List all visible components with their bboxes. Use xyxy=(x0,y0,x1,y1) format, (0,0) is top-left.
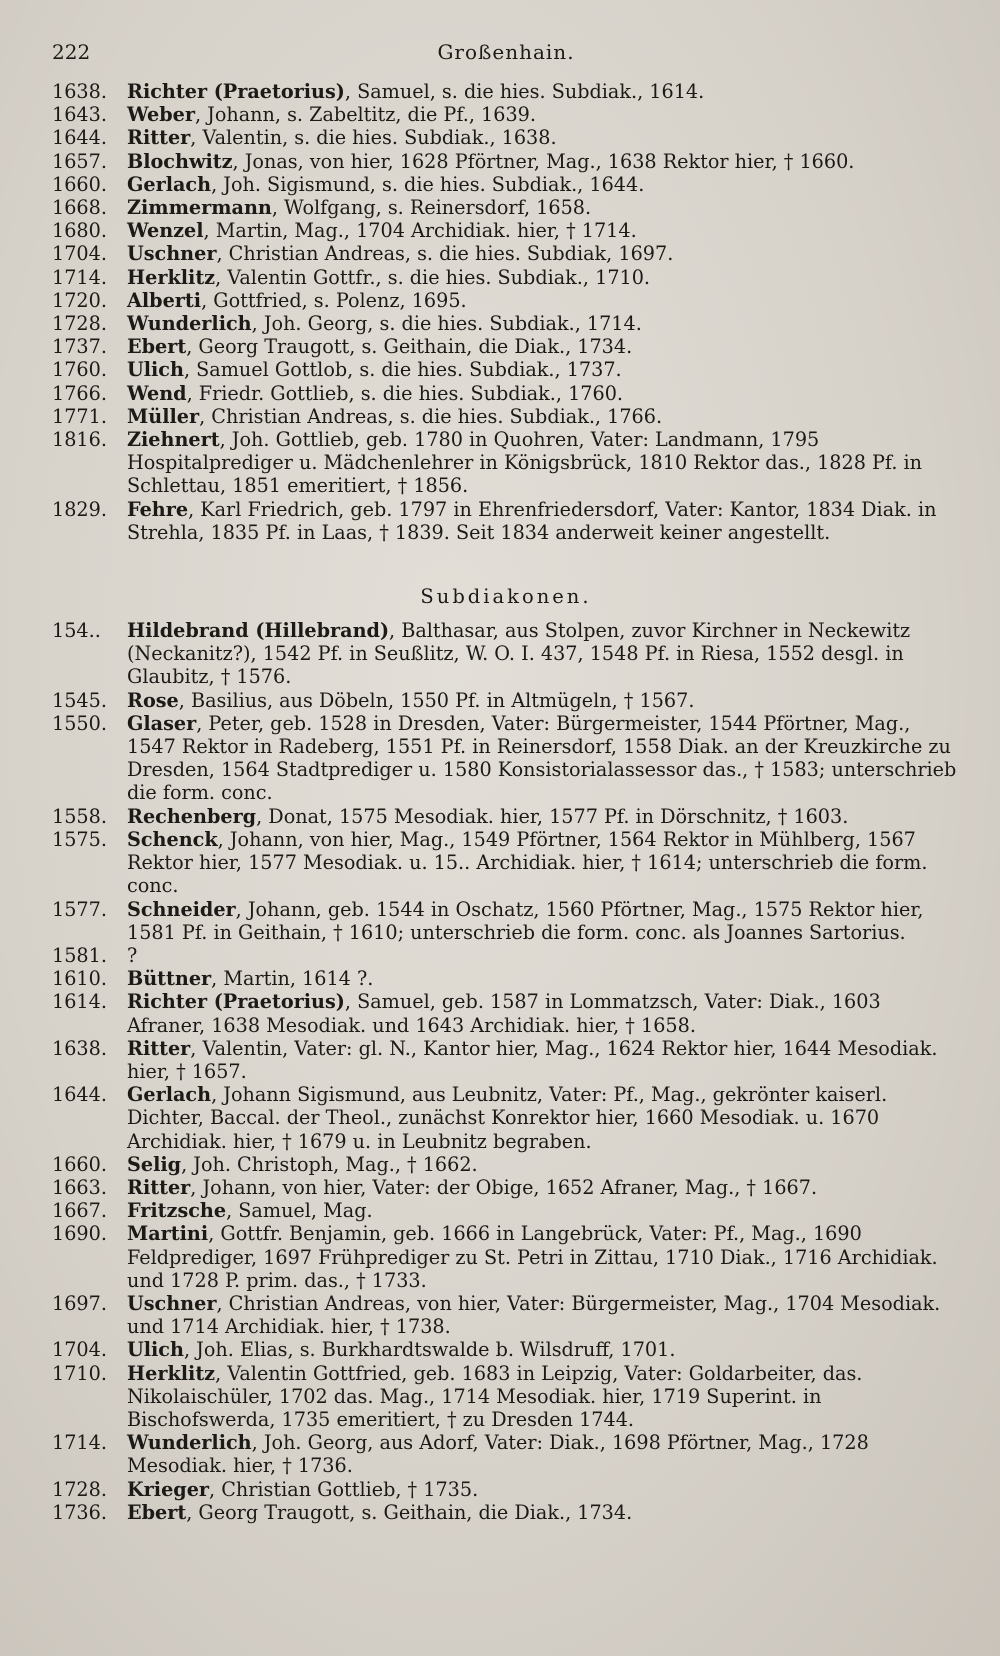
list-item xyxy=(52,1362,960,1432)
entry-name: Selig xyxy=(127,1152,182,1176)
entry-name: Ulich xyxy=(127,1338,184,1362)
entry-name: Hildebrand (Hillebrand) xyxy=(127,619,390,643)
entry-year: 1575. xyxy=(52,827,107,851)
list-item xyxy=(52,173,960,196)
entry-name: Uschner xyxy=(127,1291,217,1315)
entry-name: Müller xyxy=(127,404,200,428)
list-item xyxy=(52,382,960,405)
entry-text: , Valentin, Vater: gl. N., Kantor hier, Mag., 1624 Rektor hier, 1644 Mesodiak. hier, † 1657. xyxy=(127,1036,938,1083)
entry-text: , Samuel, geb. 1587 in Lommatzsch, Vater: Diak., 1603 Afraner, 1638 Mesodiak. und 1643 Archidiak. hier, † 1658. xyxy=(127,990,881,1037)
entry-name: Herklitz xyxy=(127,1361,216,1385)
entry-year: 1638. xyxy=(52,1036,107,1060)
entry-year: 1644. xyxy=(52,126,107,150)
entry-name: Wenzel xyxy=(127,219,204,243)
entry-year: 1610. xyxy=(52,967,107,991)
entry-year: 1736. xyxy=(52,1500,107,1524)
list-item xyxy=(52,266,960,289)
list-item xyxy=(52,428,960,498)
entry-text: , Samuel, Mag. xyxy=(226,1199,373,1223)
entry-name: Rose xyxy=(127,688,179,712)
entry-year: 1728. xyxy=(52,1477,107,1501)
entry-name: Wend xyxy=(127,381,187,405)
entry-text: , Jonas, von hier, 1628 Pförtner, Mag., 1638 Rektor hier, † 1660. xyxy=(232,149,855,173)
entry-year: 1704. xyxy=(52,242,107,266)
entry-text: , Johann, s. Zabeltitz, die Pf., 1639. xyxy=(194,103,536,127)
entry-text: , Joh. Georg, s. die hies. Subdiak., 1714. xyxy=(251,312,642,336)
entry-name: Rechenberg xyxy=(127,804,257,828)
entry-text: , Samuel, s. die hies. Subdiak., 1614. xyxy=(344,80,705,103)
entry-name: Uschner xyxy=(127,242,217,266)
list-item xyxy=(52,990,960,1036)
entry-year: 1760. xyxy=(52,358,107,382)
entry-name: Alberti xyxy=(127,288,202,312)
list-item xyxy=(52,312,960,335)
entry-year: 1829. xyxy=(52,497,107,521)
entry-text: , Joh. Sigismund, s. die hies. Subdiak., 1644. xyxy=(211,172,645,196)
list-item xyxy=(52,805,960,828)
entry-year: 1644. xyxy=(52,1083,107,1107)
entry-name: Gerlach xyxy=(127,172,212,196)
section-title: Subdiakonen. xyxy=(420,585,592,609)
entry-year: 1680. xyxy=(52,219,107,243)
entry-name: Weber xyxy=(127,103,195,127)
list-item xyxy=(52,219,960,242)
list-item xyxy=(52,405,960,428)
list-item xyxy=(52,1431,960,1477)
entry-year: 154.. xyxy=(52,619,101,643)
entry-name: Fritzsche xyxy=(127,1199,227,1223)
list-item xyxy=(52,1199,960,1222)
list-item xyxy=(52,358,960,381)
entry-year: 1668. xyxy=(52,196,107,220)
list-item xyxy=(52,1176,960,1199)
list-item xyxy=(52,712,960,805)
entry-name: Krieger xyxy=(127,1477,210,1501)
entry-text: , Christian Gottlieb, † 1735. xyxy=(209,1477,479,1501)
entry-text: , Joh. Gottlieb, geb. 1780 in Quohren, Vater: Landmann, 1795 Hospitalprediger u. Mädchenlehrer in Königsbrück, 1810 Rektor das., 1828 Pf. in Schlettau, 1851 emeritiert, † 1856. xyxy=(127,428,923,498)
entry-year: 1714. xyxy=(52,265,107,289)
entry-text: , Gottfried, s. Polenz, 1695. xyxy=(201,288,467,312)
pastor-list xyxy=(52,80,960,544)
entry-text: , Basilius, aus Döbeln, 1550 Pf. in Altmügeln, † 1567. xyxy=(178,688,695,712)
entry-name: Ritter xyxy=(127,1036,191,1060)
entry-year: 1667. xyxy=(52,1199,107,1223)
list-item xyxy=(52,103,960,126)
entry-name: Ritter xyxy=(127,1175,191,1199)
entry-year: 1714. xyxy=(52,1431,107,1455)
list-item xyxy=(52,689,960,712)
list-item xyxy=(52,1083,960,1153)
entry-year: 1577. xyxy=(52,897,107,921)
list-item xyxy=(52,335,960,358)
entry-name: Zimmermann xyxy=(127,196,272,220)
entry-year: 1657. xyxy=(52,149,107,173)
list-item xyxy=(52,1292,960,1338)
entry-name: Schenck xyxy=(127,827,218,851)
entry-year: 1771. xyxy=(52,404,107,428)
entry-text: , Johann, von hier, Mag., 1549 Pförtner, 1564 Rektor in Mühlberg, 1567 Rektor hier, 1577 Mesodiak. u. 15.. Archidiak. hier, † 1614; unterschrieb die form. conc. xyxy=(127,827,928,898)
list-item xyxy=(52,242,960,265)
entry-year: 1710. xyxy=(52,1361,107,1385)
entry-name: Fehre xyxy=(127,497,189,521)
entry-text: , Valentin, s. die hies. Subdiak., 1638. xyxy=(190,126,557,150)
entry-text: , Christian Andreas, von hier, Vater: Bürgermeister, Mag., 1704 Mesodiak. und 1714 Archidiak. hier, † 1738. xyxy=(127,1291,941,1339)
entry-year: 1643. xyxy=(52,103,107,127)
page-number: 222 xyxy=(52,40,91,64)
entry-year: 1690. xyxy=(52,1222,107,1246)
entry-year: 1704. xyxy=(52,1338,107,1362)
entry-name: Büttner xyxy=(127,967,212,991)
entry-text: , Friedr. Gottlieb, s. die hies. Subdiak., 1760. xyxy=(186,381,624,405)
list-item xyxy=(52,828,960,898)
entry-name: Ebert xyxy=(127,1500,187,1524)
list-item xyxy=(52,619,960,689)
entry-year: 1663. xyxy=(52,1175,107,1199)
list-item xyxy=(52,1478,960,1501)
entry-year: 1660. xyxy=(52,1152,107,1176)
entry-year: 1558. xyxy=(52,804,107,828)
entry-year: 1614. xyxy=(52,990,107,1014)
entry-text: , Johann, von hier, Vater: der Obige, 1652 Afraner, Mag., † 1667. xyxy=(190,1175,818,1199)
entry-name: Ulich xyxy=(127,358,184,382)
entry-year: 1737. xyxy=(52,335,107,359)
list-item xyxy=(52,498,960,544)
entry-year: 1545. xyxy=(52,688,107,712)
entry-text: , Joh. Georg, aus Adorf, Vater: Diak., 1698 Pförtner, Mag., 1728 Mesodiak. hier, † 1736. xyxy=(127,1431,869,1478)
entry-name: Gerlach xyxy=(127,1083,212,1107)
list-item xyxy=(52,1153,960,1176)
entry-name: Wunderlich xyxy=(127,1431,252,1455)
entry-text: ? xyxy=(127,943,138,967)
entry-year: 1720. xyxy=(52,288,107,312)
list-item xyxy=(52,944,960,967)
entry-text: , Johann, geb. 1544 in Oschatz, 1560 Pförtner, Mag., 1575 Rektor hier, 1581 Pf. in Geithain, † 1610; unterschrieb die form. conc. als Joannes Sartorius. xyxy=(127,897,924,944)
entry-text: , Peter, geb. 1528 in Dresden, Vater: Bürgermeister, 1544 Pförtner, Mag., 1547 Rektor in Radeberg, 1551 Pf. in Reinersdorf, 1558 Diak. an der Kreuzkirche zu Dresden, 1564 Stadtprediger u. 1580 Konsistorialassessor das., † 1583; unterschrieb die form. conc. xyxy=(127,711,957,805)
entry-year: 1638. xyxy=(52,80,107,103)
entry-text: , Wolfgang, s. Reinersdorf, 1658. xyxy=(271,196,592,220)
entry-name: Herklitz xyxy=(127,265,216,289)
entry-year: 1728. xyxy=(52,312,107,336)
list-item xyxy=(52,1037,960,1083)
entry-text: , Samuel Gottlob, s. die hies. Subdiak., 1737. xyxy=(183,358,622,382)
list-item xyxy=(52,967,960,990)
entry-name: Glaser xyxy=(127,711,197,735)
entry-text: , Georg Traugott, s. Geithain, die Diak., 1734. xyxy=(186,1500,633,1524)
entry-text: , Gottfr. Benjamin, geb. 1666 in Langebrück, Vater: Pf., Mag., 1690 Feldprediger, 1697 Frühprediger zu St. Petri in Zittau, 1710 Diak., 1716 Archidiak. und 1728 P. prim. das., † 1733. xyxy=(127,1222,938,1292)
list-item xyxy=(52,1338,960,1361)
entry-text: , Johann Sigismund, aus Leubnitz, Vater: Pf., Mag., gekrönter kaiserl. Dichter, Baccal. der Theol., zunächst Konrektor hier, 1660 Mesodiak. u. 1670 Archidiak. hier, † 1679 u. in Leubnitz begraben. xyxy=(127,1083,888,1153)
list-item xyxy=(52,150,960,173)
entry-text: , Christian Andreas, s. die hies. Subdiak., 1766. xyxy=(199,404,663,428)
entry-name: Richter (Praetorius) xyxy=(127,80,345,103)
entry-text: , Valentin Gottfried, geb. 1683 in Leipzig, Vater: Goldarbeiter, das. Nikolaischüler, 1702 das. Mag., 1714 Mesodiak. hier, 1719 Superint. in Bischofswerda, 1735 emeritiert, † zu Dresden 1744. xyxy=(127,1361,863,1431)
entry-text: , Donat, 1575 Mesodiak. hier, 1577 Pf. in Dörschnitz, † 1603. xyxy=(256,804,849,828)
entry-text: , Valentin Gottfr., s. die hies. Subdiak., 1710. xyxy=(215,265,651,289)
entry-text: , Martin, 1614 ?. xyxy=(211,967,374,991)
list-item xyxy=(52,126,960,149)
entry-name: Wunderlich xyxy=(127,312,252,336)
entry-text: , Karl Friedrich, geb. 1797 in Ehrenfriedersdorf, Vater: Kantor, 1834 Diak. in Strehla, 1835 Pf. in Laas, † 1839. Seit 1834 anderweit keiner angestellt. xyxy=(127,497,937,544)
page-title: Großenhain. xyxy=(437,40,575,64)
list-item xyxy=(52,289,960,312)
list-item xyxy=(52,898,960,944)
entry-name: Martini xyxy=(127,1222,209,1246)
entry-name: Ritter xyxy=(127,126,191,150)
entry-year: 1816. xyxy=(52,428,107,452)
entry-year: 1550. xyxy=(52,711,107,735)
subdeacon-list xyxy=(52,619,960,1524)
entry-text: , Martin, Mag., 1704 Archidiak. hier, † 1714. xyxy=(203,219,637,243)
entry-name: Ziehnert xyxy=(127,428,220,452)
list-item xyxy=(52,196,960,219)
page-header xyxy=(52,40,960,80)
entry-year: 1697. xyxy=(52,1291,107,1315)
entry-name: Blochwitz xyxy=(127,149,233,173)
entry-text: , Joh. Christoph, Mag., † 1662. xyxy=(181,1152,478,1176)
list-item xyxy=(52,1501,960,1524)
entry-year: 1581. xyxy=(52,943,107,967)
entry-name: Schneider xyxy=(127,897,236,921)
entry-name: Richter (Praetorius) xyxy=(127,990,345,1014)
entry-text: , Joh. Elias, s. Burkhardtswalde b. Wilsdruff, 1701. xyxy=(183,1338,676,1362)
entry-text: , Georg Traugott, s. Geithain, die Diak., 1734. xyxy=(186,335,633,359)
entry-name: Ebert xyxy=(127,335,187,359)
entry-year: 1766. xyxy=(52,381,107,405)
entry-text: , Christian Andreas, s. die hies. Subdiak, 1697. xyxy=(216,242,674,266)
list-item xyxy=(52,1222,960,1292)
entry-text: , Balthasar, aus Stolpen, zuvor Kirchner in Neckewitz (Neckanitz?), 1542 Pf. in Seußlitz, W. O. I. 437, 1548 Pf. in Riesa, 1552 desgl. in Glaubitz, † 1576. xyxy=(127,619,911,689)
entry-year: 1660. xyxy=(52,172,107,196)
list-item xyxy=(52,80,960,103)
